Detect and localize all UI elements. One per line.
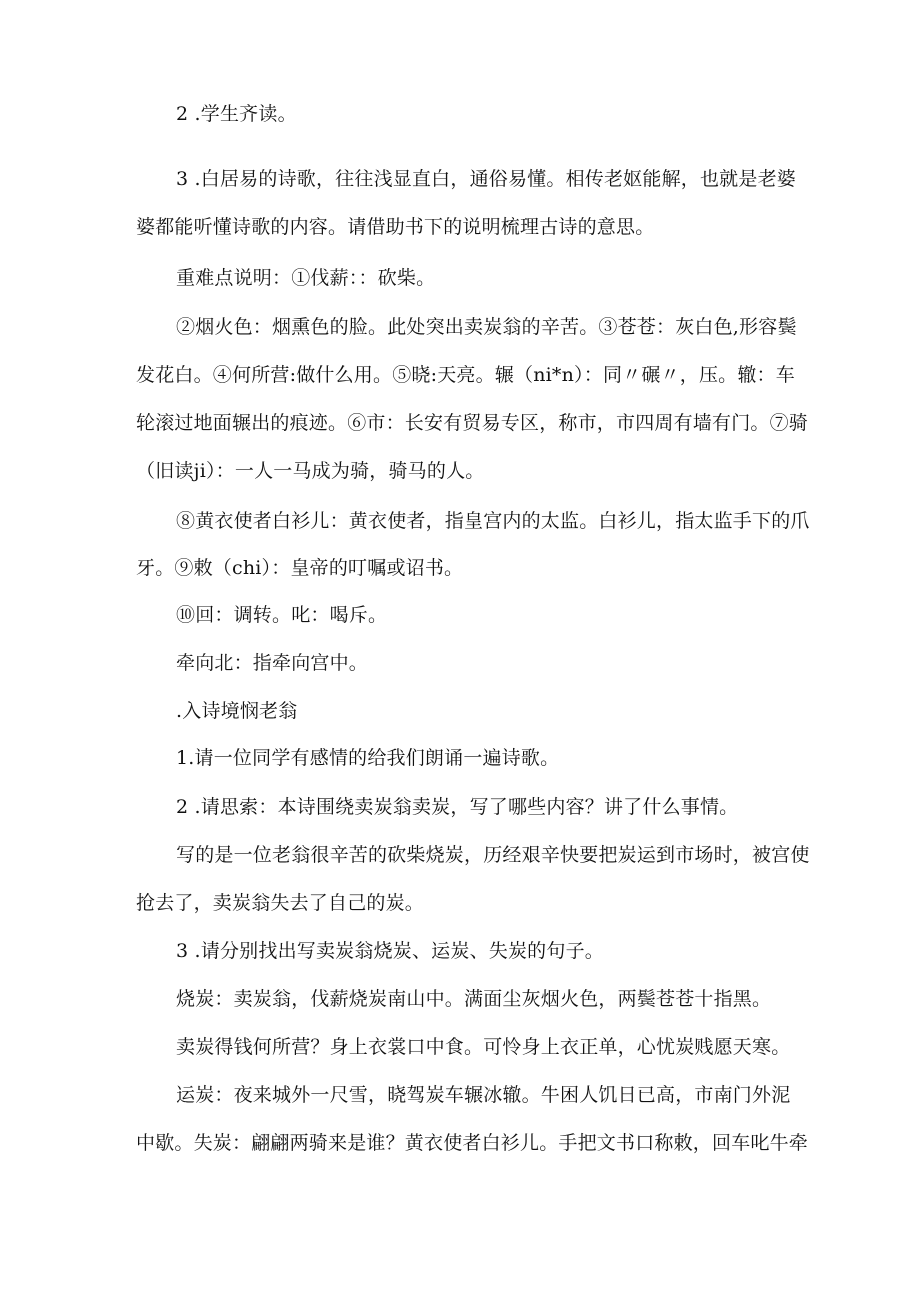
paragraph-line: 3 .请分别找出写卖炭翁烧炭、运炭、失炭的句子。 (176, 940, 604, 962)
paragraph-line: 卖炭得钱何所营？身上衣裳口中食。可怜身上衣正单，心忧炭贱愿天寒。 (176, 1036, 791, 1058)
paragraph-line: 烧炭：卖炭翁，伐薪烧炭南山中。满面尘灰烟火色，两鬓苍苍十指黑。 (176, 988, 772, 1010)
paragraph-line: 1.请一位同学有感情的给我们朗诵一遍诗歌。 (176, 747, 560, 769)
section-heading: .入诗境悯老翁 (176, 700, 298, 722)
paragraph-line: 运炭：夜来城外一尺雪，晓驾炭车辗冰辙。牛困人饥日已高，市南门外泥 (176, 1084, 791, 1106)
paragraph-line: 婆都能听懂诗歌的内容。请借助书下的说明梳理古诗的意思。 (136, 216, 655, 238)
paragraph-line: 2 .学生齐读。 (176, 103, 297, 125)
paragraph-line: 牵向北：指牵向宫中。 (176, 652, 369, 674)
paragraph-line: ②烟火色：烟熏色的脸。此处突出卖炭翁的辛苦。③苍苍：灰白色,形容鬓 (176, 316, 797, 338)
paragraph-line: 2 .请思索：本诗围绕卖炭翁卖炭，写了哪些内容？讲了什么事情。 (176, 796, 739, 818)
paragraph-line: ⑩回：调转。叱：喝斥。 (176, 604, 388, 626)
paragraph-line: （旧读ji）：一人一马成为骑，骑马的人。 (136, 460, 485, 482)
paragraph-line: 发花白。④何所营:做什么用。⑤晓:天亮。辗（ni*n）：同〃碾〃，压。辙：车 (136, 364, 795, 386)
paragraph-line: 写的是一位老翁很辛苦的砍柴烧炭，历经艰辛快要把炭运到市场时，被宫使 (176, 844, 810, 866)
paragraph-line: 轮滚过地面辗出的痕迹。⑥市：长安有贸易专区，称市，市四周有墙有门。⑦骑 (136, 412, 809, 434)
paragraph-line: 3 .白居易的诗歌，往往浅显直白，通俗易懂。相传老妪能解，也就是老婆 (176, 168, 796, 190)
paragraph-line: 重难点说明：①伐薪：：砍柴。 (176, 267, 436, 289)
paragraph-line: ⑧黄衣使者白衫儿：黄衣使者，指皇宫内的太监。白衫儿，指太监手下的爪 (176, 510, 810, 532)
paragraph-line: 牙。⑨敕（chi）：皇帝的叮嘱或诏书。 (136, 557, 464, 579)
paragraph-line: 抢去了，卖炭翁失去了自己的炭。 (136, 892, 425, 914)
paragraph-line: 中歇。失炭：翩翩两骑来是谁？黄衣使者白衫儿。手把文书口称敕，回车叱牛牵 (136, 1132, 809, 1154)
